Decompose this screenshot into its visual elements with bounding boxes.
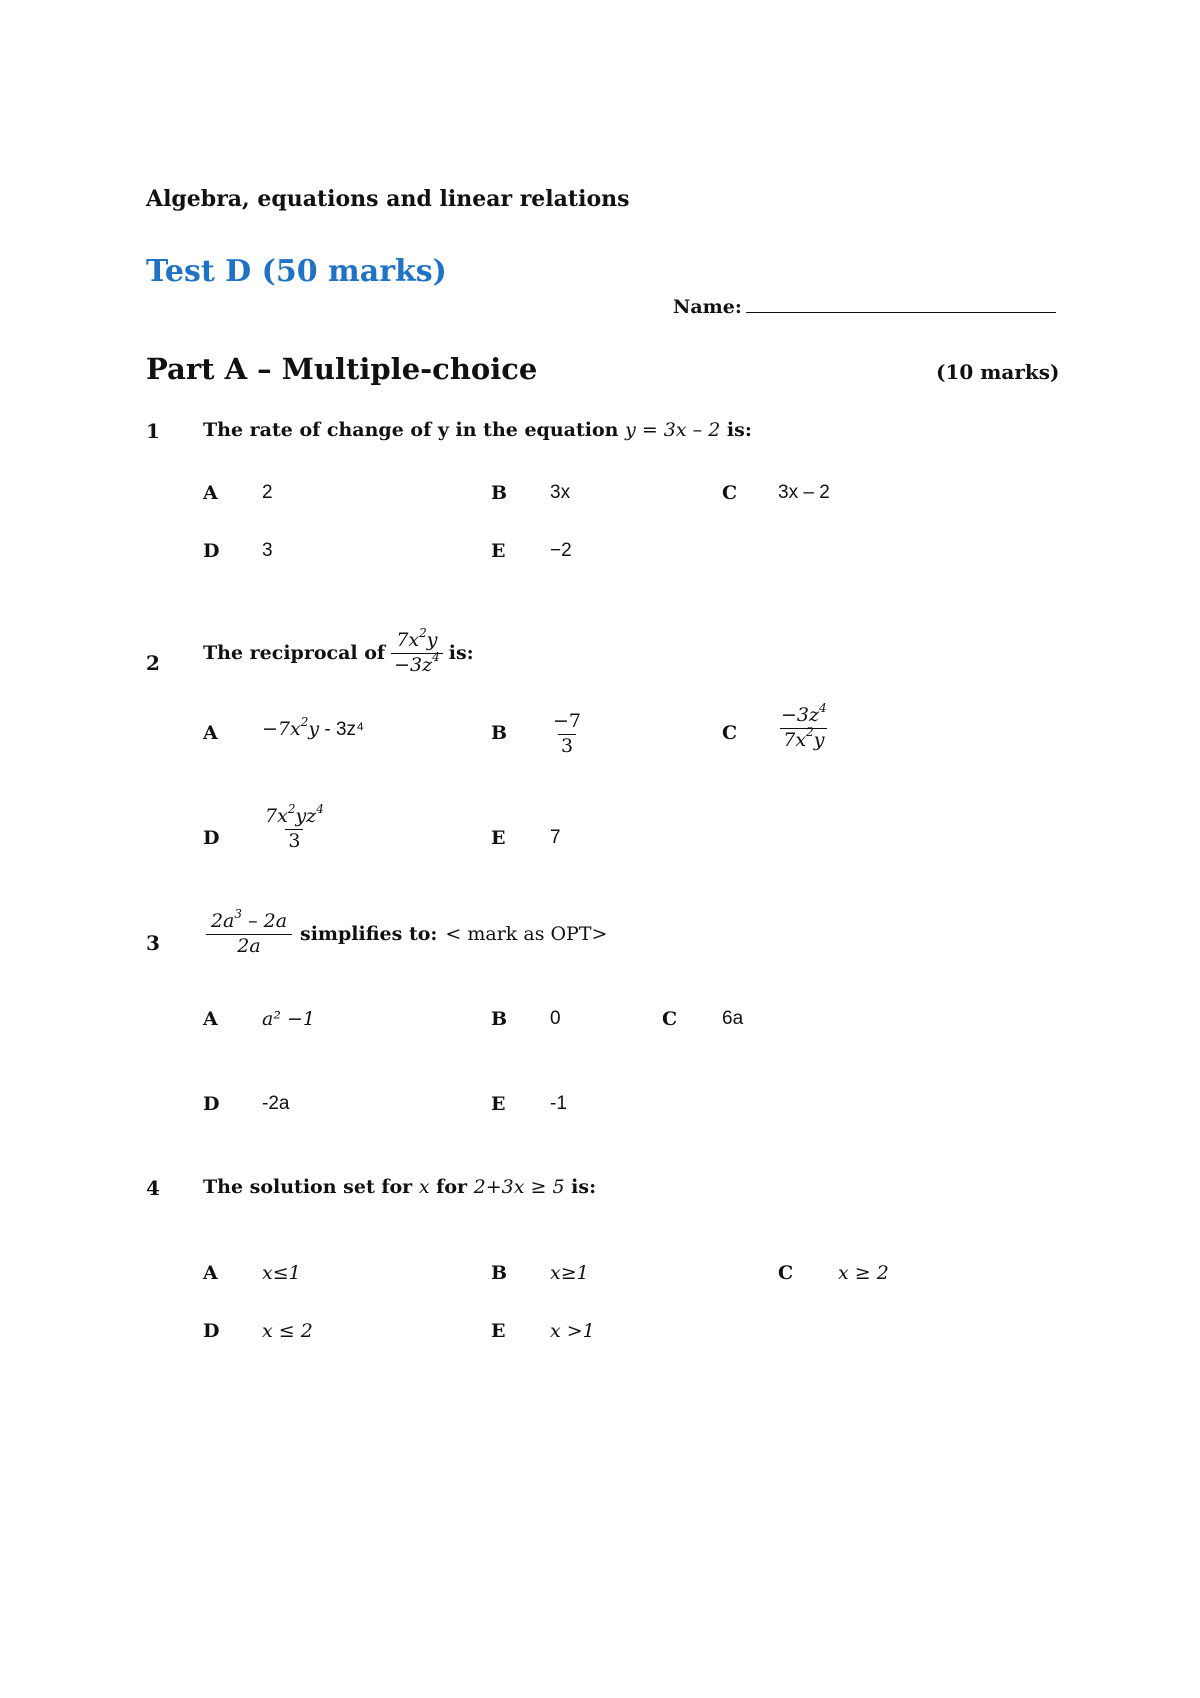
q3-option-a: a² −1 xyxy=(262,1008,315,1030)
q4-option-e: x >1 xyxy=(550,1320,595,1342)
option-letter-d: D xyxy=(203,540,220,562)
option-letter-a: A xyxy=(203,1262,218,1284)
q3-option-d: -2a xyxy=(262,1093,290,1114)
option-letter-c: C xyxy=(778,1262,794,1284)
q1-option-e: −2 xyxy=(550,540,572,561)
option-letter-b: B xyxy=(491,1008,508,1030)
option-letter-a: A xyxy=(203,482,218,504)
name-blank xyxy=(746,298,1056,313)
option-letter-c: C xyxy=(722,722,738,744)
question-1-equation: y = 3x – 2 xyxy=(625,419,721,441)
name-field xyxy=(673,296,1056,318)
question-2-text: The reciprocal of $\frac{7x^2y}{-3z^4}$ is: xyxy=(203,625,474,676)
option-letter-e: E xyxy=(491,1320,506,1342)
q1-option-a: 2 xyxy=(262,482,273,503)
option-letter-a: A xyxy=(203,722,218,744)
part-title: Part A – Multiple-choice xyxy=(146,352,538,386)
q3-option-b: 0 xyxy=(550,1008,561,1029)
question-number: 2 xyxy=(146,651,160,675)
option-letter-b: B xyxy=(491,722,508,744)
option-letter-d: D xyxy=(203,827,220,849)
option-letter-c: C xyxy=(662,1008,678,1030)
question-4-inequality: 2+3x ≥ 5 xyxy=(473,1176,565,1198)
question-4-text: The solution set for x for 2+3x ≥ 5 is: xyxy=(203,1176,597,1198)
q1-option-c: 3x – 2 xyxy=(778,482,830,503)
option-letter-c: C xyxy=(722,482,738,504)
q2-option-b: $\frac{-7}{3}$ xyxy=(553,710,582,757)
question-number: 3 xyxy=(146,931,160,955)
q3-option-e: -1 xyxy=(550,1093,567,1114)
q3-option-c: 6a xyxy=(722,1008,744,1029)
part-marks: (10 marks) xyxy=(936,360,1060,384)
q1-option-d: 3 xyxy=(262,540,273,561)
name-label: Name: xyxy=(673,296,742,318)
option-letter-d: D xyxy=(203,1320,220,1342)
question-number: 4 xyxy=(146,1176,160,1200)
q2-option-a: $-7x^2y - 3z^4$ xyxy=(262,714,365,740)
option-letter-a: A xyxy=(203,1008,218,1030)
q1-option-b: 3x xyxy=(550,482,571,503)
q2-option-d: $\frac{7x^2yz^4}{3}$ xyxy=(265,801,324,852)
q4-option-c: x ≥ 2 xyxy=(838,1262,889,1284)
q4-option-a: x≤1 xyxy=(262,1262,301,1284)
q4-option-b: x≥1 xyxy=(550,1262,589,1284)
q4-option-d: x ≤ 2 xyxy=(262,1320,313,1342)
topic-heading: Algebra, equations and linear relations xyxy=(146,186,630,212)
option-letter-b: B xyxy=(491,482,508,504)
question-3-fraction: $\frac{2a^3 - 2a}{2a}$ xyxy=(206,910,292,959)
test-title: Test D (50 marks) xyxy=(146,254,447,289)
question-3-text: $\frac{2a^3 - 2a}{2a}$ simplifies to: < mark as OPT> xyxy=(206,910,607,959)
option-letter-b: B xyxy=(491,1262,508,1284)
option-letter-d: D xyxy=(203,1093,220,1115)
question-number: 1 xyxy=(146,419,160,443)
q2-option-c: $\frac{-3z^4}{7x^2y}$ xyxy=(781,700,827,751)
option-letter-e: E xyxy=(491,827,506,849)
q2-option-e: 7 xyxy=(550,827,561,848)
option-letter-e: E xyxy=(491,1093,506,1115)
question-1-text: The rate of change of y in the equation y = 3x – 2 is: xyxy=(203,419,752,441)
question-3-note: < mark as OPT> xyxy=(445,923,608,946)
question-2-fraction: $\frac{7x^2y}{-3z^4}$ xyxy=(391,629,443,678)
option-letter-e: E xyxy=(491,540,506,562)
